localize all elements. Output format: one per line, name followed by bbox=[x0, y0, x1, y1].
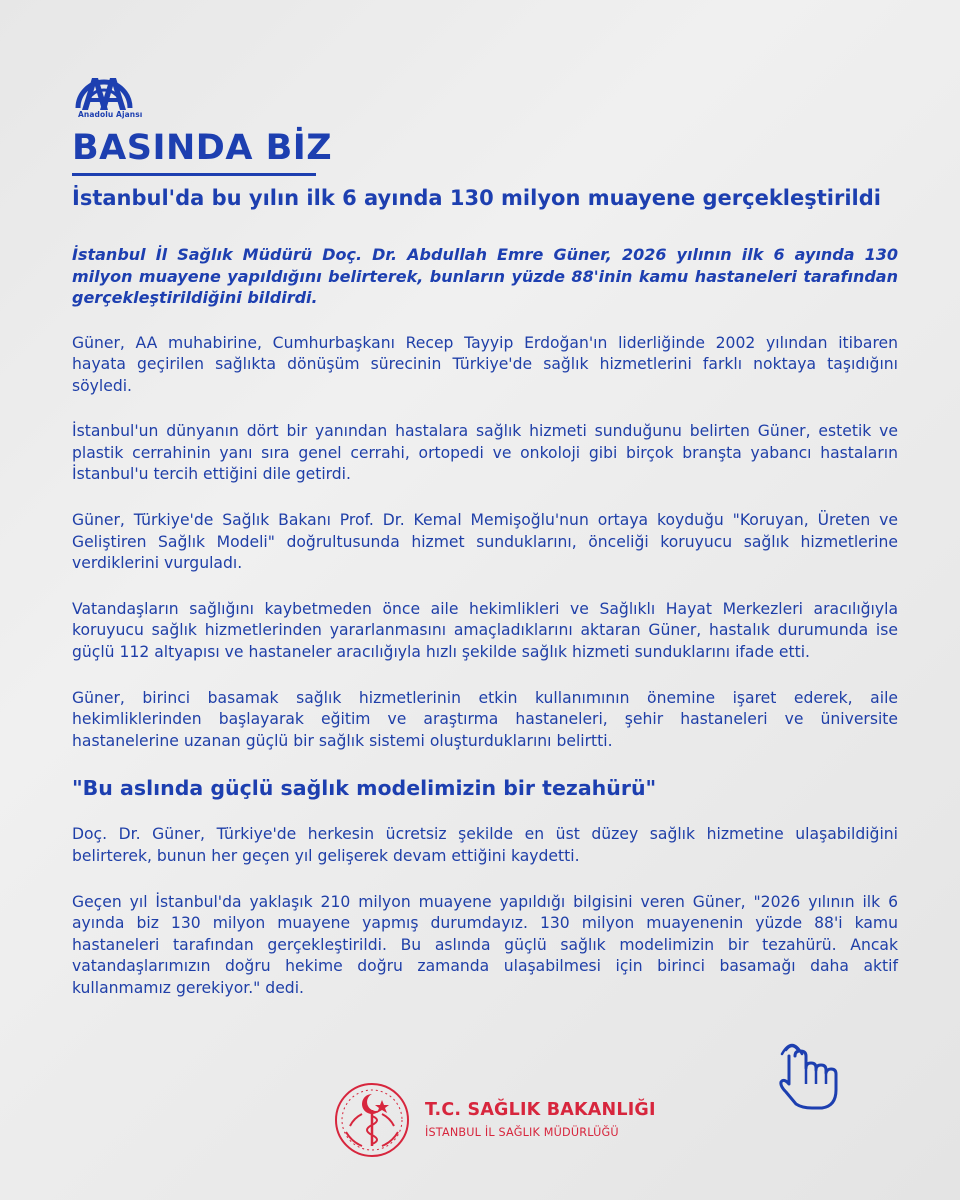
paragraph: Geçen yıl İstanbul'da yaklaşık 210 milyon muayene yapıldığı bilgisini veren Güner, "2026 yılının ilk 6 ayında biz 130 milyon muayene yapmış durumdayız. 130 milyon muayenenin yüzde 88'i kamu hastaneleri tarafından gerçekleştirildi. Bu aslında güçlü sağlık modelimizin bir tezahürü. Ancak vatandaşlarımızın doğru hekime doğru zamanda ulaşabilmesi için birinci basamağı daha aktif kullanmamız gerekiyor." dedi. bbox=[72, 892, 898, 997]
article-body bbox=[72, 244, 898, 1024]
article-subheading: "Bu aslında güçlü sağlık modelimizin bir tezahürü" bbox=[72, 776, 657, 801]
paragraph: İstanbul'un dünyanın dört bir yanından hastalara sağlık hizmeti sunduğunu belirten Güner, estetik ve plastik cerrahinin yanı sıra genel cerrahi, ortopedi ve onkoloji gibi birçok branşta yabancı hastaların İstanbul'u tercih ettiğini dile getirdi. bbox=[72, 422, 898, 484]
pointing-hand-icon bbox=[778, 1040, 844, 1110]
ministry-name: T.C. SAĞLIK BAKANLIĞI bbox=[425, 1100, 656, 1120]
ministry-subtitle: İSTANBUL İL SAĞLIK MÜDÜRLÜĞÜ bbox=[425, 1126, 619, 1139]
section-underline bbox=[72, 173, 316, 176]
paragraph: Güner, birinci basamak sağlık hizmetlerinin etkin kullanımının önemine işaret ederek, aile hekimliklerinden başlayarak eğitim ve araştırma hastaneleri, şehir hastaneleri ve üniversite hastanelerine uzanan güçlü bir sağlık sistemi oluşturduklarını belirtti. bbox=[72, 688, 898, 750]
paragraph: Doç. Dr. Güner, Türkiye'de herkesin ücretsiz şekilde en üst düzey sağlık hizmetine ulaşabildiğini belirterek, bunun her geçen yıl gelişerek devam ettiğini kaydetti. bbox=[72, 825, 898, 865]
article-headline: İstanbul'da bu yılın ilk 6 ayında 130 milyon muayene gerçekleştirildi bbox=[72, 186, 881, 210]
logo-caption: Anadolu Ajansı bbox=[78, 110, 143, 119]
article-lead: İstanbul İl Sağlık Müdürü Doç. Dr. Abdullah Emre Güner, 2026 yılının ilk 6 ayında 130 milyon muayene yapıldığını belirterek, bunların yüzde 88'inin kamu hastaneleri tarafından gerçekleştirildiğini bildirdi. bbox=[72, 245, 898, 307]
paragraph: Güner, AA muhabirine, Cumhurbaşkanı Recep Tayyip Erdoğan'ın liderliğinde 2002 yılından itibaren hayata geçirilen sağlıkta dönüşüm sürecinin Türkiye'de sağlık hizmetlerini farklı noktaya taşıdığını söyledi. bbox=[72, 333, 898, 395]
paragraph: Vatandaşların sağlığını kaybetmeden önce aile hekimlikleri ve Sağlıklı Hayat Merkezleri aracılığıyla koruyucu sağlık hizmetlerinden yararlanmasını amaçladıklarını aktaran Güner, hastalık durumunda ise güçlü 112 altyapısı ve hastaneler aracılığıyla hızlı şekilde sağlık hizmeti sunduklarını ifade etti. bbox=[72, 599, 898, 662]
section-title: BASINDA BİZ bbox=[72, 128, 333, 168]
paragraph: Güner, Türkiye'de Sağlık Bakanı Prof. Dr. Kemal Memişoğlu'nun ortaya koyduğu "Koruyan, Üreten ve Geliştiren Sağlık Modeli" doğrultusunda hizmet sunduklarını, önceliği koruyucu sağlık hizmetlerine verdiklerini vurguladı. bbox=[72, 511, 898, 573]
ministry-emblem bbox=[332, 1080, 412, 1160]
